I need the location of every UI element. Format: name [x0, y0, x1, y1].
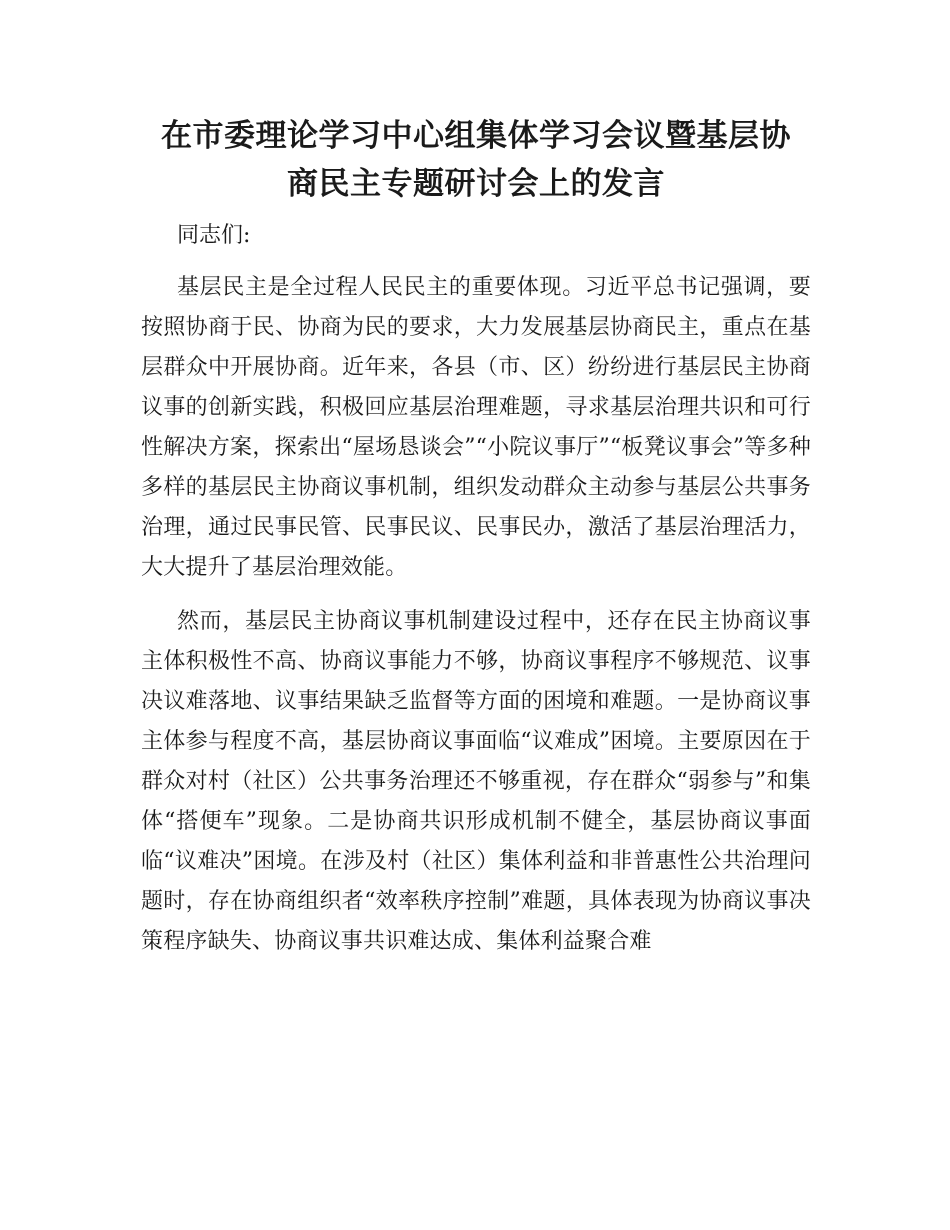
paragraph-1: 基层民主是全过程人民民主的重要体现。习近平总书记强调，要按照协商于民、协商为民的要求，大力发展基层协商民主，重点在基层群众中开展协商。近年来，各县（市、区）纷纷进行基层民主协商议事的创新实践，积极回应基层治理难题，寻求基层治理共识和可行性解决方案，探索出“屋场恳谈会”“小院议事厅”“板凳议事会”等多种多样的基层民主协商议事机制，组织发动群众主动参与基层公共事务治理，通过民事民管、民事民议、民事民办，激活了基层治理活力，大大提升了基层治理效能。 — [141, 275, 811, 580]
document-title-line-2: 商民主专题研讨会上的发言 — [287, 166, 665, 202]
paragraph-2: 然而，基层民主协商议事机制建设过程中，还存在民主协商议事主体积极性不高、协商议事能力不够，协商议事程序不够规范、议事决议难落地、议事结果缺乏监督等方面的困境和难题。一是协商议事主体参与程度不高，基层协商议事面临“议难成”困境。主要原因在于群众对村（社区）公共事务治理还不够重视，存在群众“弱参与”和集体“搭便车”现象。二是协商共识形成机制不健全，基层协商议事面临“议难决”困境。在涉及村（社区）集体利益和非普惠性公共治理问题时，存在协商组织者“效率秩序控制”难题，具体表现为协商议事决策程序缺失、协商议事共识难达成、集体利益聚合难 — [141, 609, 811, 954]
document-title-line-1: 在市委理论学习中心组集体学习会议暨基层协 — [161, 118, 791, 154]
document-body — [141, 112, 811, 962]
salutation: 同志们: — [177, 223, 251, 248]
document-title — [141, 112, 811, 208]
